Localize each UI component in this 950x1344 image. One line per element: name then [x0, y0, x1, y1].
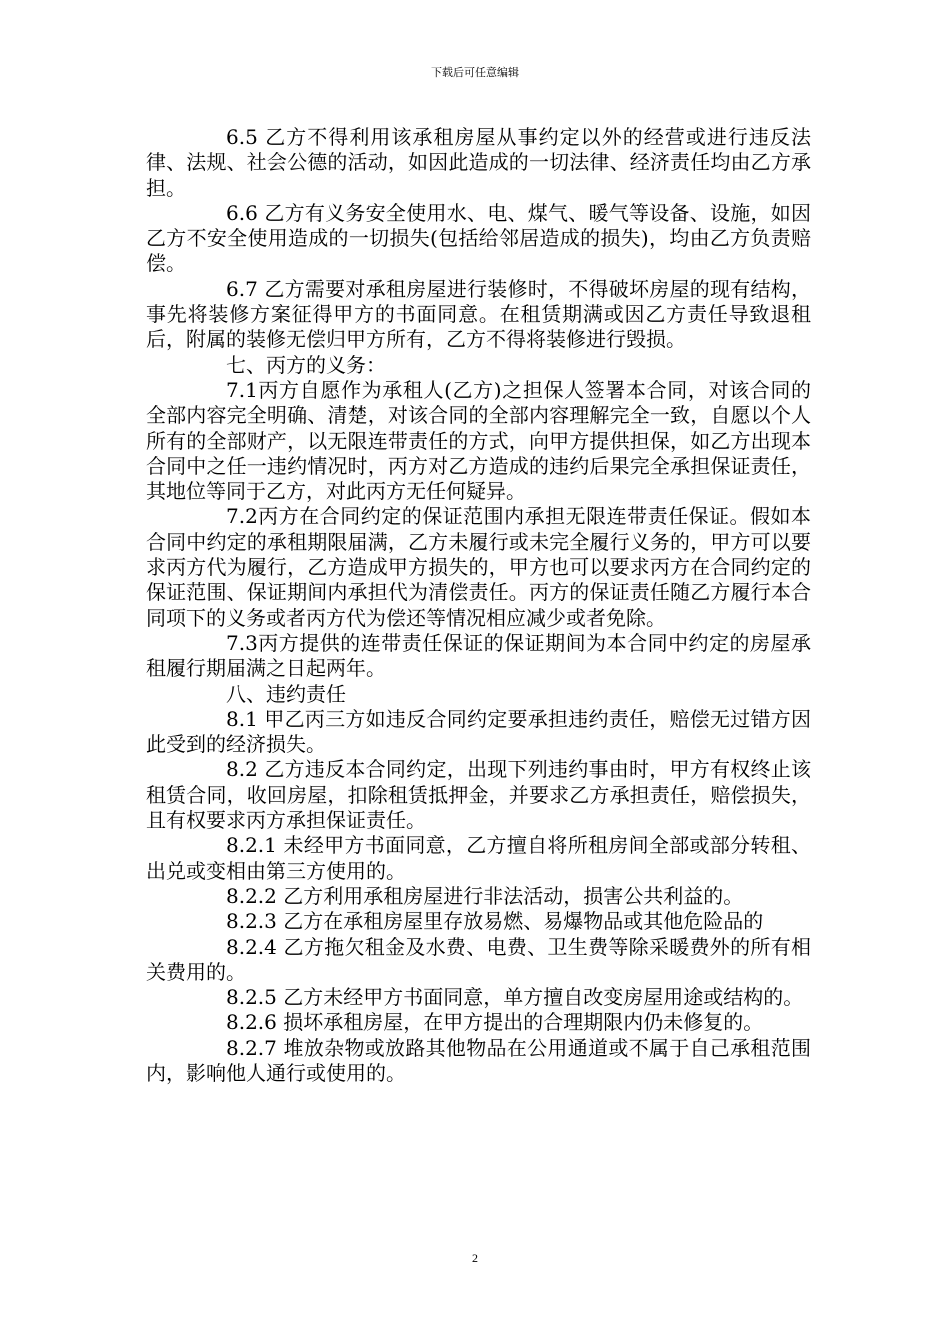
document-body [146, 125, 811, 1086]
clause-8-2-1: 8.2.1 未经甲方书面同意，乙方擅自将所租房间全部或部分转租、出兑或变相由第三方使用的。 [146, 833, 811, 883]
clause-8-1: 8.1 甲乙丙三方如违反合同约定要承担违约责任，赔偿无过错方因此受到的经济损失。 [146, 706, 811, 757]
clause-8-2-2: 8.2.2 乙方利用承租房屋进行非法活动，损害公共利益的。 [226, 883, 744, 908]
clause-6-5: 6.5 乙方不得利用该承租房屋从事约定以外的经营或进行违反法律、法规、社会公德的活动，如因此造成的一切法律、经济责任均由乙方承担。 [146, 125, 811, 200]
clause-7-1: 7.1丙方自愿作为承租人(乙方)之担保人签署本合同，对该合同的全部内容完全明确、清楚，对该合同的全部内容理解完全一致，自愿以个人所有的全部财产，以无限连带责任的方式，向甲方提供担保，如乙方出现本合同中之任一违约情况时，丙方对乙方造成的违约后果完全承担保证责任，其地位等同于乙方，对此丙方无任何疑异。 [146, 377, 811, 504]
clause-8-2: 8.2 乙方违反本合同约定，出现下列违约事由时，甲方有权终止该租赁合同，收回房屋，扣除租赁抵押金，并要求乙方承担责任，赔偿损失，且有权要求丙方承担保证责任。 [146, 757, 811, 833]
clause-6-7: 6.7 乙方需要对承租房屋进行装修时，不得破坏房屋的现有结构，事先将装修方案征得甲方的书面同意。在租赁期满或因乙方责任导致退租后，附属的装修无偿归甲方所有，乙方不得将装修进行毁损。 [146, 276, 811, 352]
clause-8-2-5: 8.2.5 乙方未经甲方书面同意，单方擅自改变房屋用途或结构的。 [226, 985, 804, 1010]
clause-7-2: 7.2丙方在合同约定的保证范围内承担无限连带责任保证。假如本合同中约定的承租期限届满，乙方未履行或未完全履行义务的，甲方可以要求丙方代为履行，乙方造成甲方损失的，甲方也可以要求丙方在合同约定的保证范围、保证期间内承担代为清偿责任。丙方的保证责任随乙方履行本合同项下的义务或者丙方代为偿还等情况相应减少或者免除。 [146, 504, 811, 630]
clause-8-2-4: 8.2.4 乙方拖欠租金及水费、电费、卫生费等除采暖费外的所有相关费用的。 [146, 934, 811, 984]
section-heading-8: 八、违约责任 [226, 681, 346, 706]
clause-6-6: 6.6 乙方有义务安全使用水、电、煤气、暖气等设备、设施，如因乙方不安全使用造成的一切损失(包括给邻居造成的损失)，均由乙方负责赔偿。 [146, 200, 811, 276]
clause-8-2-6: 8.2.6 损坏承租房屋，在甲方提出的合理期限内仍未修复的。 [226, 1010, 764, 1035]
section-heading-7: 七、丙方的义务： [226, 352, 386, 377]
page-header: 下载后可任意编辑 [431, 66, 519, 79]
clause-7-3: 7.3丙方提供的连带责任保证的保证期间为本合同中约定的房屋承租履行期届满之日起两年。 [146, 630, 811, 681]
clause-8-2-7: 8.2.7 堆放杂物或放路其他物品在公用通道或不属于自己承租范围内，影响他人通行或使用的。 [146, 1035, 811, 1085]
clause-8-2-3: 8.2.3 乙方在承租房屋里存放易燃、易爆物品或其他危险品的 [226, 909, 764, 934]
page-number: 2 [472, 1251, 478, 1265]
